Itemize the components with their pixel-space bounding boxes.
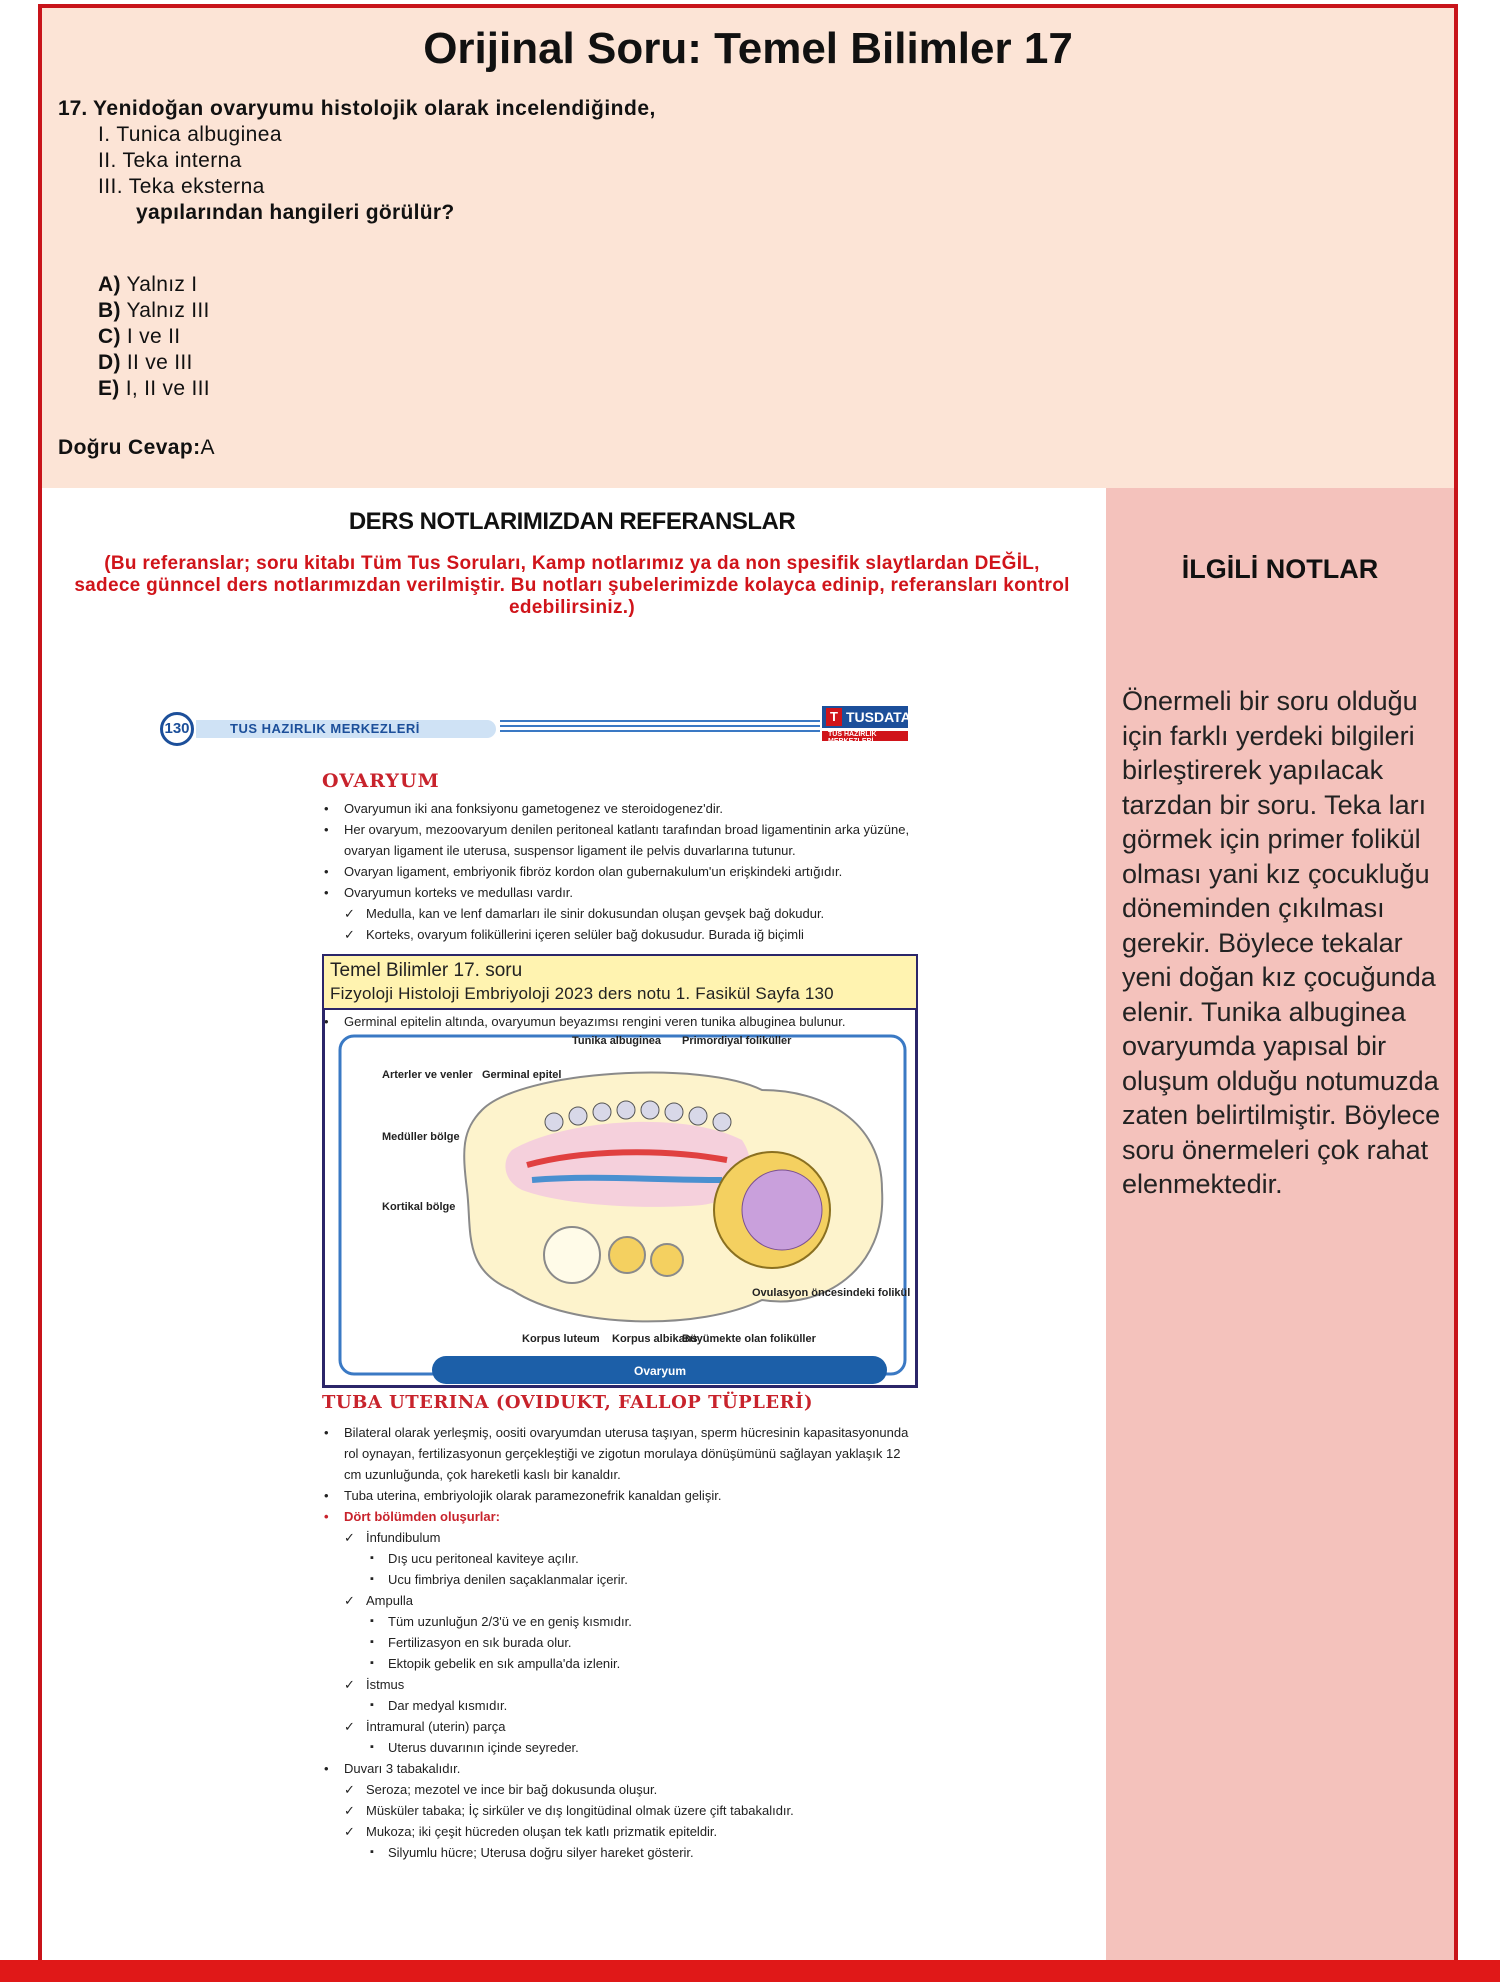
related-notes-text: Önermeli bir soru olduğu için farklı yerdeki bilgileri birleştirerek yapılacak tarzdan bir soru. Teka ları görmek için primer folikül olması yani kız çocukluğu döneminden çıkılması gerekir. Böylece tekalar yeni doğan kız çocuğunda elenir. Tunika albuginea ovaryumda yapısal bir oluşum olduğu notumuzda zaten belirtilmiştir. Böylece soru önermeleri çok rahat elenmektedir.	[1122, 686, 1441, 1199]
references-heading: DERS NOTLARIMIZDAN REFERANSLAR	[348, 508, 796, 535]
tuba-bullet-item: ▪ Dar medyal kısmıdır.	[322, 1695, 912, 1716]
label-korpus-luteum: Korpus luteum	[522, 1333, 600, 1345]
label-kortikal: Kortikal bölge	[382, 1201, 456, 1213]
reference-page-scan	[160, 700, 920, 1920]
label-tunika: Tunika albuginea	[572, 1035, 662, 1047]
tuba-bullet-item: ▪ Dış ucu peritoneal kaviteye açılır.	[322, 1548, 912, 1569]
question-text	[58, 96, 656, 226]
tuba-bullet-item: ▪ Fertilizasyon en sık burada olur.	[322, 1632, 912, 1653]
tuba-bullet-item: ✓ Ampulla	[322, 1590, 912, 1611]
figure-caption: Ovaryum	[633, 1364, 687, 1378]
ovary-figure	[322, 1030, 918, 1390]
label-korpus-albikans: Korpus albikans	[612, 1333, 698, 1345]
references-note: (Bu referanslar; soru kitabı Tüm Tus Soruları, Kamp notlarımız ya da non spesifik slaytlardan DEĞİL, sadece günncel ders notlarımızdan verilmiştir. Bu notları şubelerimizde kolayca edinip, referansları kontrol edebilirsiniz.)	[74, 553, 1070, 618]
related-notes-heading: İLGİLİ NOTLAR	[1181, 554, 1379, 584]
answer-options	[98, 272, 210, 402]
section-tuba-title: TUBA UTERINA (OVIDUKT, FALLOP TÜPLERİ)	[322, 1392, 813, 1413]
header-lines	[500, 720, 820, 738]
ovaryum-bullets	[322, 798, 912, 945]
tuba-bullet-item: ✓ İstmus	[322, 1674, 912, 1695]
tuba-bullet-item: ✓ Müsküler tabaka; İç sirküler ve dış longitüdinal olmak üzere çift tabakalıdır.	[322, 1800, 912, 1821]
related-notes-panel	[1106, 488, 1454, 1976]
tuba-bullet-item: ▪ Ucu fimbriya denilen saçaklanmalar içerir.	[322, 1569, 912, 1590]
ovaryum-bullet-item: • Ovaryumun korteks ve medullası vardır.	[322, 882, 912, 903]
ovaryum-bullet-item: • Her ovaryum, mezoovaryum denilen peritoneal katlantı tarafından broad ligamentinin arka yüzüne, ovaryan ligament ile uterusa, suspensor ligament ile pelvis duvarlarına tutunur.	[322, 819, 912, 861]
tuba-bullet-item: ✓ İnfundibulum	[322, 1527, 912, 1548]
question-title: Orijinal Soru: Temel Bilimler 17	[423, 24, 1073, 73]
label-germinal: Germinal epitel	[482, 1069, 562, 1081]
tuba-bullet-item: ✓ Seroza; mezotel ve ince bir bağ dokusunda oluşur.	[322, 1779, 912, 1800]
label-ovulasyon: Ovulasyon öncesindeki folikül	[752, 1287, 911, 1299]
option-c: C) I ve II	[98, 325, 181, 348]
germinal-bullet: • Germinal epitelin altında, ovaryumun beyazımsı rengini veren tunika albuginea bulunur.	[322, 1012, 924, 1032]
tuba-bullet-item: • Dört bölümden oluşurlar:	[322, 1506, 912, 1527]
question-box	[42, 8, 1454, 488]
bottom-bar	[0, 1960, 1500, 1982]
ovaryum-bullet-item: ✓ Medulla, kan ve lenf damarları ile sinir dokusundan oluşan gevşek bağ dokudur.	[322, 903, 912, 924]
tuba-bullet-item: ▪ Silyumlu hücre; Uterusa doğru silyer hareket gösterir.	[322, 1842, 912, 1863]
tuba-bullet-item: ▪ Tüm uzunluğun 2/3'ü ve en geniş kısmıdır.	[322, 1611, 912, 1632]
corpus-luteum	[544, 1227, 600, 1283]
tusdata-logo: T TUSDATA TUS HAZIRLIK MERKEZLERİ	[822, 706, 918, 752]
label-meduller: Medüller bölge	[382, 1131, 460, 1143]
question-ask: yapılarından hangileri görülür?	[136, 201, 455, 224]
section-ovaryum-title: OVARYUM	[322, 770, 440, 792]
header-band-text: TUS HAZIRLIK MERKEZLERİ	[230, 721, 420, 736]
label-arterler: Arterler ve venler	[382, 1069, 473, 1081]
ovaryum-bullet-item: • Ovaryan ligament, embriyonik fibröz kordon olan gubernakulum'un erişkindeki artığıdır.	[322, 861, 912, 882]
callout-title: Temel Bilimler 17. soru	[330, 960, 523, 981]
label-buyumekte: Büyümekte olan foliküller	[682, 1333, 816, 1345]
page-number: 130	[160, 712, 194, 746]
tuba-bullet-item: ▪ Ektopik gebelik en sık ampulla'da izlenir.	[322, 1653, 912, 1674]
ovaryum-bullet-item: ✓ Korteks, ovaryum foliküllerini içeren selüler bağ dokusudur. Burada iğ biçimli	[322, 924, 912, 945]
question-stem: Yenidoğan ovaryumu histolojik olarak incelendiğinde,	[93, 97, 656, 120]
correct-answer: Doğru Cevap:A	[58, 436, 215, 459]
reference-callout	[322, 954, 918, 1010]
tuba-bullet-item: ✓ İntramural (uterin) parça	[322, 1716, 912, 1737]
option-a: A) Yalnız I	[98, 273, 198, 296]
tuba-bullet-item: • Duvarı 3 tabakalıdır.	[322, 1758, 912, 1779]
proposition-3: III. Teka eksterna	[98, 175, 265, 198]
page-header	[160, 709, 920, 745]
ovaryum-bullet-item: • Ovaryumun iki ana fonksiyonu gametogenez ve steroidogenez'dir.	[322, 798, 912, 819]
tuba-bullets	[322, 1422, 912, 1863]
tuba-bullet-item: • Tuba uterina, embriyolojik olarak paramezonefrik kanaldan gelişir.	[322, 1485, 912, 1506]
option-b: B) Yalnız III	[98, 299, 210, 322]
proposition-2: II. Teka interna	[98, 149, 242, 172]
option-d: D) II ve III	[98, 351, 193, 374]
question-number: 17.	[58, 97, 88, 120]
tuba-bullet-item: ✓ Mukoza; iki çeşit hücreden oluşan tek katlı prizmatik epiteldir.	[322, 1821, 912, 1842]
proposition-1: I. Tunica albuginea	[98, 123, 282, 146]
option-e: E) I, II ve III	[98, 377, 210, 400]
label-primordiyal: Primordiyal foliküller	[682, 1035, 792, 1047]
callout-source: Fizyoloji Histoloji Embriyoloji 2023 ders notu 1. Fasikül Sayfa 130	[330, 984, 834, 1003]
tuba-bullet-item: • Bilateral olarak yerleşmiş, oositi ovaryumdan uterusa taşıyan, sperm hücresinin kapasitasyonunda rol oynayan, fertilizasyonun gerçekleştiği ve zigotun morulaya dönüşümünü sağlayan yaklaşık 12 cm uzunluğunda, çok hareketli kaslı bir kanaldır.	[322, 1422, 912, 1485]
tuba-bullet-item: ▪ Uterus duvarının içinde seyreder.	[322, 1737, 912, 1758]
